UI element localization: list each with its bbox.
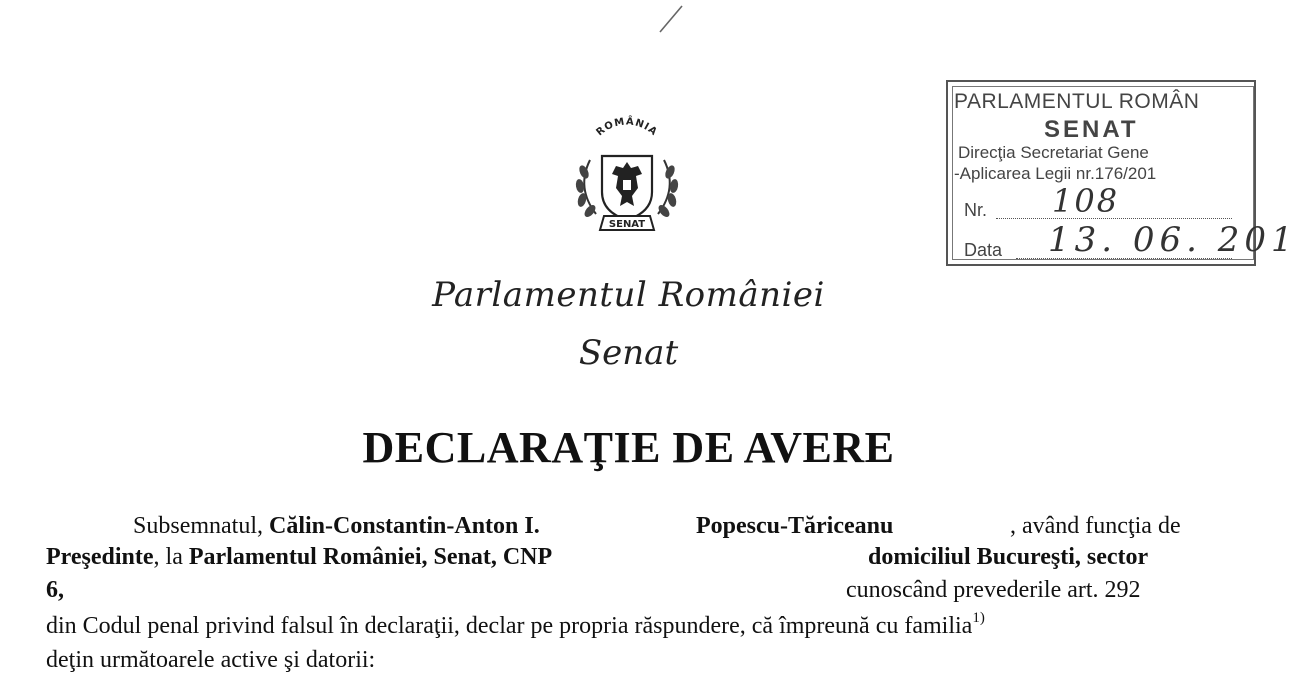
declaration-line-5: deţin următoarele active şi datorii: [46,647,376,673]
svg-text:ROMÂNIA [594,114,659,138]
domicile-text: domiciliul Bucureşti, sector [868,544,1149,570]
pen-stroke [650,2,690,36]
sector-number: 6, [46,577,64,603]
parliament-heading: Parlamentul României [432,275,825,315]
senate-coat-of-arms-icon [568,110,686,238]
function-intro: , având funcţia de [1010,513,1181,539]
document-title: DECLARAŢIE DE AVERE [362,423,895,472]
connector-text: , la [153,544,189,570]
legal-reference-text: cunoscând prevederile art. 292 [846,577,1141,603]
stamp-institution: PARLAMENTUL ROMÂN [954,90,1200,113]
declaration-statement: din Codul penal privind falsul în declaraţii, declar pe propria răspundere, că împreună cu familia [46,613,973,639]
crest-top-text: ROMÂNIA [594,116,660,139]
stamp-date-label: Data [964,240,1003,260]
declarant-given-names: Călin-Constantin-Anton I. [269,513,540,539]
institution-cnp: Parlamentul României, Senat, CNP [188,544,553,570]
stamp-directorate: Direcţia Secretariat Gene [958,143,1149,162]
declarant-function: Preşedinte [46,544,154,570]
stamp-law-reference: -Aplicarea Legii nr.176/201 [954,164,1157,183]
declaration-line-4 [46,612,985,640]
stamp-chamber: SENAT [1044,116,1139,143]
senate-heading: Senat [578,333,679,373]
crest-bottom-text: SENAT [608,219,646,230]
registration-stamp [946,80,1298,266]
declarant-surname: Popescu-Tăriceanu [696,513,894,539]
stamp-nr-value: 108 [1052,182,1120,220]
stamp-date-value: 13. 06. 201 [1048,220,1298,260]
line-1-start [133,512,540,540]
stamp-nr-label: Nr. [964,200,988,220]
line-2-start [46,543,552,571]
intro-text: Subsemnatul, [133,513,269,539]
footnote-marker: 1) [972,610,985,626]
